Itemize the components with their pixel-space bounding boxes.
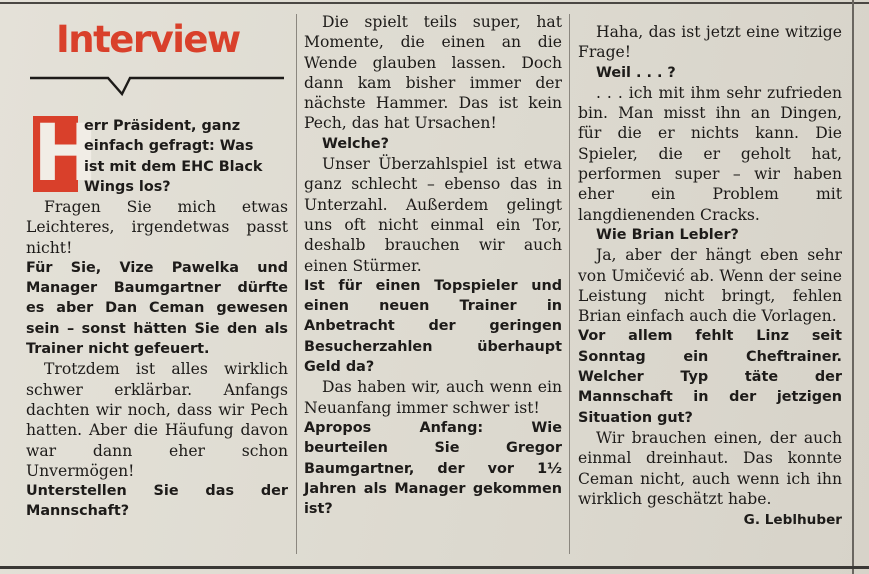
column-separator (569, 14, 570, 554)
right-rule (852, 0, 854, 574)
top-rule (0, 2, 869, 4)
column-3 (578, 22, 842, 530)
question-paragraph: Ist für einen Topspieler und einen neuen Trainer in Anbetracht der geringen Besucherzahlen überhaupt Geld da? (304, 277, 562, 376)
answer-paragraph: Fragen Sie mich etwas Leichteres, irgendetwas passt nicht! (26, 198, 288, 257)
intro-line: Wings los? (84, 178, 171, 195)
intro-question (84, 116, 286, 197)
bottom-rule (0, 566, 869, 569)
intro-line: einfach gefragt: Was (84, 138, 254, 155)
answer-paragraph: Unser Überzahlspiel ist etwa ganz schlecht – ebenso das in Unterzahl. Außerdem gelingt uns oft nicht einmal ein Tor, deshalb brauchen wir auch einen Stürmer. (304, 155, 562, 275)
headline: Interview (56, 18, 240, 61)
answer-paragraph: Wir brauchen einen, der auch einmal dreinhaut. Das konnte Ceman nicht, auch wenn ich ihn wirklich geschätzt habe. (578, 428, 842, 508)
question-paragraph: Weil . . . ? (596, 64, 676, 81)
intro-line: ist mit dem EHC Black (84, 158, 263, 175)
answer-paragraph: . . . ich mit ihm sehr zufrieden bin. Man misst ihn an Dingen, für die er nichts kann. Die Spieler, die er geholt hat, performen super – wir haben eher ein Problem mit langdienenden Cracks. (578, 83, 842, 224)
column-2 (304, 12, 562, 519)
column-1 (26, 197, 288, 522)
speech-bubble-icon (30, 66, 284, 100)
answer-paragraph: Haha, das ist jetzt eine witzige Frage! (578, 23, 842, 62)
answer-paragraph: Trotzdem ist alles wirklich schwer erklärbar. Anfangs dachten wir noch, dass wir Pech hatten. Aber die Häufung davon war dann eher schon Unvermögen! (26, 360, 288, 480)
answer-paragraph: Das haben wir, auch wenn ein Neuanfang immer schwer ist! (304, 378, 562, 417)
author: G. Leblhuber (743, 512, 842, 529)
intro-line: err Präsident, ganz (84, 118, 241, 134)
question-paragraph: Welche? (322, 135, 389, 152)
answer-paragraph: Ja, aber der hängt eben sehr von Umičević ab. Wenn der seine Leistung nicht bringt, fehlen Brian einfach auch die Vorlagen. (578, 246, 842, 326)
question-paragraph: Apropos Anfang: Wie beurteilen Sie Gregor Baumgartner, der vor 1½ Jahren als Manager gekommen ist? (304, 419, 562, 518)
question-paragraph: Wie Brian Lebler? (596, 226, 739, 243)
answer-paragraph: Die spielt teils super, hat Momente, die einen an die Wende glauben lassen. Doch dann kam bisher immer der nächste Hammer. Das ist kein Pech, das hat Ursachen! (304, 13, 562, 133)
drop-cap: H (33, 109, 99, 199)
byline (578, 509, 842, 530)
question-paragraph: Vor allem fehlt Linz seit Sonntag ein Cheftrainer. Welcher Typ täte der Mannschaft in der jetzigen Situation gut? (578, 328, 842, 426)
question-paragraph: Unterstellen Sie das der Mannschaft? (26, 483, 288, 520)
question-paragraph: Für Sie, Vize Pawelka und Manager Baumgartner dürfte es aber Dan Ceman gewesen sein – sonst hätten Sie den als Trainer nicht gefeuert. (26, 259, 288, 358)
column-separator (296, 14, 297, 554)
